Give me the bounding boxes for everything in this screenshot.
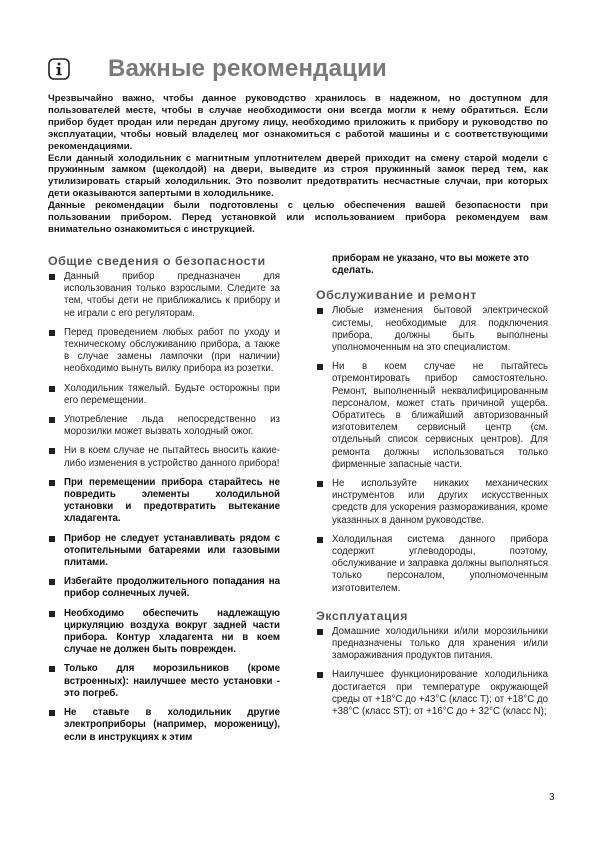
square-bullet-icon bbox=[49, 448, 55, 454]
square-bullet-icon bbox=[49, 386, 55, 392]
list-item-text: Перед проведением любых работ по уходу и техническому обслуживанию прибора, а также в случае замены лампочки (при наличии) необходимо вынуть вилку прибора из розетки. bbox=[64, 326, 280, 375]
list-item-text: Любые изменения бытовой электрической системы, необходимые для подключения прибора, должны быть выполнены уполномоченным на это специалистом. bbox=[332, 305, 548, 354]
square-bullet-icon bbox=[49, 417, 55, 423]
list-item bbox=[316, 626, 548, 663]
section-title-service: Обслуживание и ремонт bbox=[316, 288, 477, 303]
list-item-text: Только для морозильников (кроме встроенных): наилучшее место установки - это погреб. bbox=[64, 663, 280, 699]
square-bullet-icon bbox=[49, 330, 55, 336]
info-icon bbox=[48, 58, 70, 80]
list-item-text: При перемещении прибора старайтесь не повредить элементы холодильной установки и предотвратить вытекание хладагента. bbox=[64, 476, 280, 525]
list-item bbox=[316, 361, 548, 471]
page-header bbox=[44, 54, 564, 84]
list-item bbox=[48, 445, 280, 469]
list-item-text: Холодильник тяжелый. Будьте осторожны при его перемещении. bbox=[64, 382, 280, 406]
right-column bbox=[316, 253, 548, 725]
section-title-general-safety: Общие сведения о безопасности bbox=[48, 254, 266, 268]
list-item-text: Ни в коем случае не пытайтесь отремонтировать прибор самостоятельно. Ремонт, выполненный неквалифицированным персоналом, может стать причиной ущерба. Обратитесь в ближайший авторизованный изготовителем сервисный центр (см. отдельный список сервисных центров). Для ремонта должны использоваться только фирменные запасные части. bbox=[332, 361, 548, 470]
square-bullet-icon bbox=[49, 710, 55, 716]
square-bullet-icon bbox=[49, 480, 55, 486]
square-bullet-icon bbox=[317, 672, 323, 678]
list-item-text: Прибор не следует устанавливать рядом с отопительными батареями или газовыми плитами. bbox=[64, 532, 280, 569]
continued-text: приборам не указано, что вы можете это сделать. bbox=[332, 253, 529, 277]
page-number: 3 bbox=[549, 792, 555, 803]
list-item-text: Избегайте продолжительного попадания на прибор солнечных лучей. bbox=[64, 576, 280, 600]
list-item-text: Употребление льда непосредственно из морозилки может вызвать холодный ожог. bbox=[64, 414, 280, 438]
list-item-bold bbox=[48, 608, 280, 657]
list-item-text: Необходимо обеспечить надлежащую циркуляцию воздуха вокруг задней части прибора. Контур хладагента ни в коем случае не должен быть поврежден. bbox=[64, 607, 280, 656]
square-bullet-icon bbox=[49, 611, 55, 617]
list-item-bold bbox=[48, 663, 280, 700]
square-bullet-icon bbox=[49, 274, 55, 280]
list-item bbox=[48, 383, 280, 407]
square-bullet-icon bbox=[317, 481, 323, 487]
list-item-bold bbox=[48, 533, 280, 570]
section-title-operation: Эксплуатация bbox=[316, 608, 408, 623]
square-bullet-icon bbox=[317, 308, 323, 314]
intro-paragraph: Если данный холодильник с магнитным уплотнителем дверей приходит на смену старой модели с пружинным замком (щеколдой) на двери, выведите из строя пружинный замок перед тем, как утилизировать старый холодильник. Это позволит предотвратить несчастные случаи, при которых дети оказываются запертыми в холодильнике. bbox=[48, 152, 548, 200]
square-bullet-icon bbox=[317, 364, 323, 370]
square-bullet-icon bbox=[317, 537, 323, 543]
list-item-text: Наилучшее функционирование холодильника достигается при температуре окружающей среды от +18°C до +43°C (класс T); от +18°C до +38°C (класс ST); от +16°C до + 32°C (класс N); bbox=[332, 669, 548, 718]
square-bullet-icon bbox=[317, 629, 323, 635]
general-safety-list bbox=[48, 271, 280, 744]
list-item bbox=[48, 327, 280, 376]
list-item-bold bbox=[48, 707, 280, 744]
page-title: Важные рекомендации bbox=[108, 55, 387, 82]
list-item-text: Не ставьте в холодильник другие электроприборы (например, мороженицу), если в инструкциях к этим bbox=[64, 707, 280, 743]
list-item-text: Домашние холодильники и/или морозильники предназначены только для хранения и/или замораживания продуктов питания. bbox=[332, 625, 548, 662]
list-item bbox=[316, 305, 548, 354]
left-column bbox=[48, 254, 280, 751]
list-item-bold bbox=[48, 576, 280, 600]
operation-list bbox=[316, 626, 548, 718]
square-bullet-icon bbox=[49, 536, 55, 542]
intro-paragraph: Чрезвычайно важно, чтобы данное руководство хранилось в надежном, но доступном для пользователей месте, чтобы в случае необходимости они всегда могли к нему обратиться. Если прибор будет продан или передан другому лицу, необходимо приложить к прибору и руководство по эксплуатации, чтобы новый владелец мог ознакомиться с работой машины и с соответствующими рекомендациями. bbox=[48, 93, 548, 152]
square-bullet-icon bbox=[49, 666, 55, 672]
list-item bbox=[316, 534, 548, 595]
intro-paragraph: Данные рекомендации были подготовлены с целью обеспечения вашей безопасности при пользовании прибором. Перед установкой или использованием прибора рекомендуем вам внимательно ознакомиться с инструкцией. bbox=[48, 200, 548, 235]
list-item-text: Холодильная система данного прибора содержит углеводороды, поэтому, обслуживание и заправка должны выполняться только персоналом, уполномоченным изготовителем. bbox=[332, 533, 548, 594]
service-list bbox=[316, 305, 548, 594]
intro-text bbox=[48, 93, 548, 236]
list-item bbox=[48, 271, 280, 320]
list-item-text: Ни в коем случае не пытайтесь вносить какие-либо изменения в устройство данного прибора! bbox=[64, 445, 280, 469]
list-item-text: Не используйте никаких механических инструментов или других искусственных средств для ускорения размораживания, кроме указанных в данном руководстве. bbox=[332, 478, 548, 526]
list-item bbox=[316, 669, 548, 718]
list-item bbox=[316, 478, 548, 527]
list-item-bold bbox=[48, 477, 280, 526]
list-item-text: Данный прибор предназначен для использования только взрослыми. Следите за тем, чтобы дети не приближались к прибору и не играли с его регуляторам. bbox=[64, 271, 280, 319]
square-bullet-icon bbox=[49, 579, 55, 585]
list-item bbox=[48, 414, 280, 438]
